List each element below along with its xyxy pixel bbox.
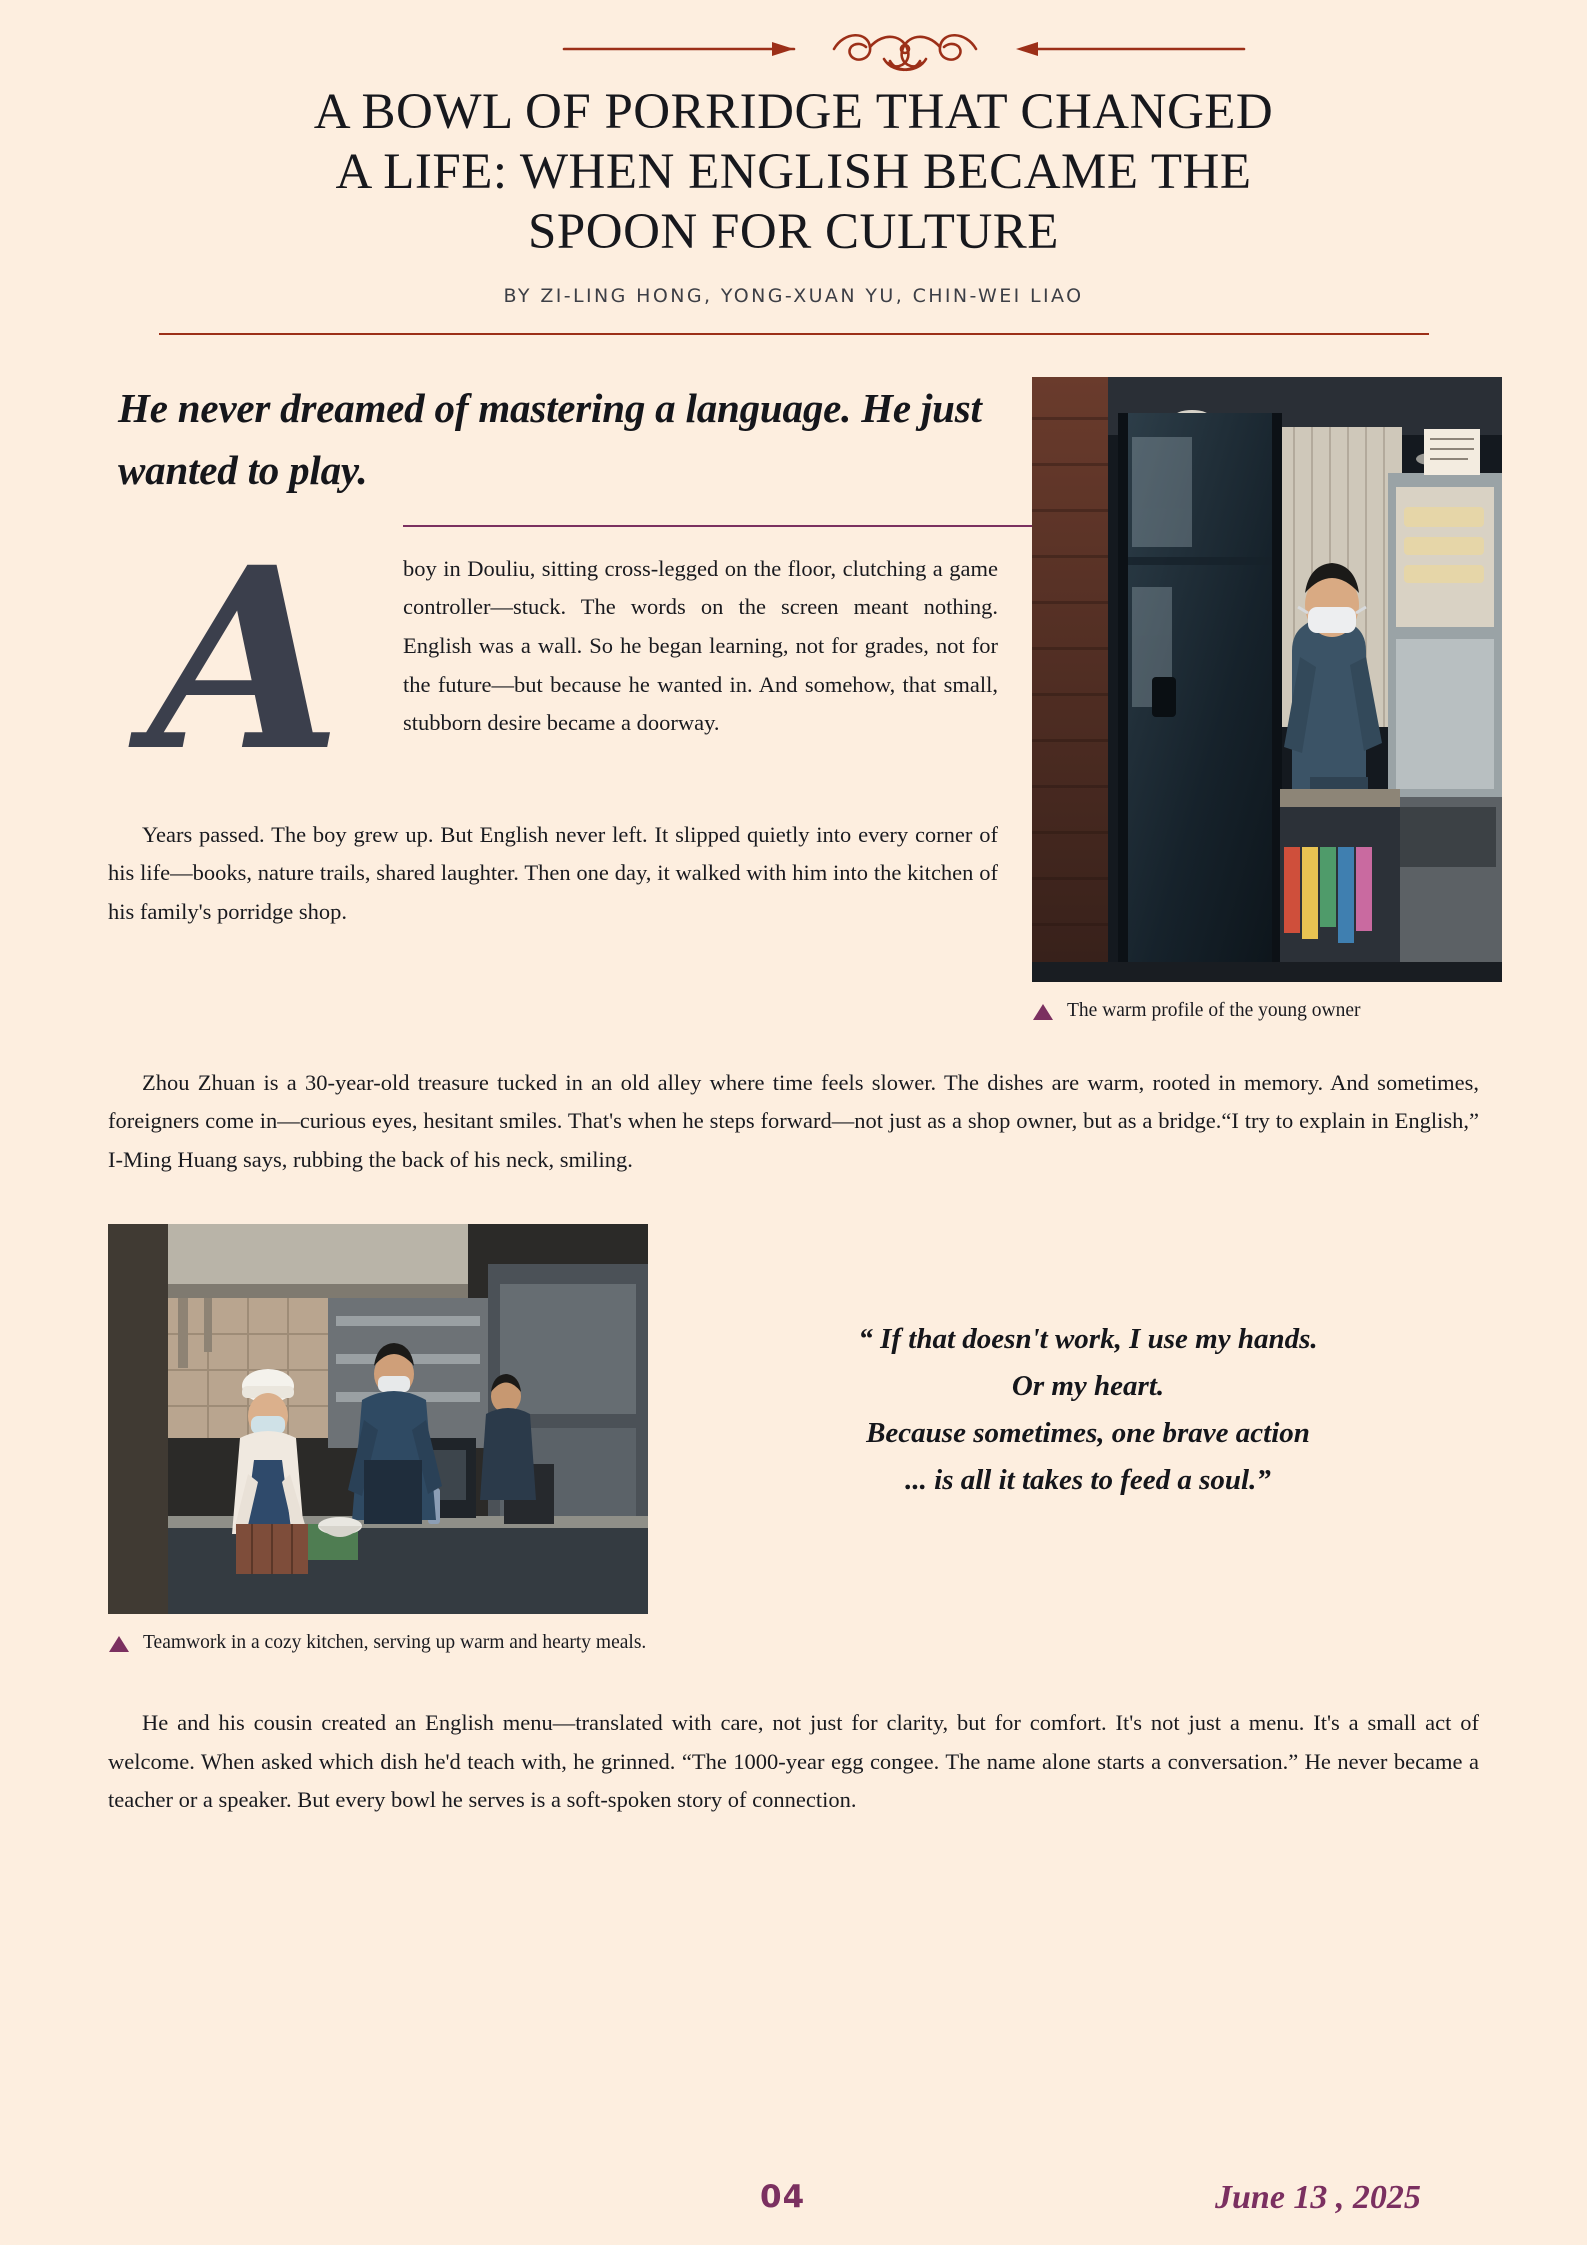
triangle-icon xyxy=(108,1633,130,1662)
body-paragraph-2: Years passed. The boy grew up. But English never left. It slipped quietly into every corner of his life—books, nature trails, shared laughter. Then one day, it walked with him into the kitchen of his family's porridge shop. xyxy=(108,821,998,925)
pullquote-line-1: “ If that doesn't work, I use my hands. xyxy=(858,1322,1318,1355)
pullquote-line-4: ... is all it takes to feed a soul.” xyxy=(905,1463,1271,1496)
figure-kitchen xyxy=(108,1224,648,1662)
pull-quote xyxy=(708,1224,1468,1504)
header-ornament xyxy=(0,24,1587,94)
header-divider xyxy=(159,333,1429,335)
kitchen-photo-caption xyxy=(108,1628,648,1662)
dropcap-block xyxy=(108,511,998,806)
body-paragraph-3: Zhou Zhuan is a 30-year-old treasure tucked in an old alley where time feels slower. The dishes are warm, rooted in memory. And sometimes, foreigners come in—curious eyes, hesitant smiles. That's when he steps forward—not just as a shop owner, but as a bridge.“I try to explain in English,” I-Ming Huang says, rubbing the back of his neck, smiling. xyxy=(108,1069,1479,1173)
title-line-2: A LIFE: WHEN ENGLISH BECAME THE xyxy=(335,144,1252,201)
drop-cap: A xyxy=(148,511,342,806)
pullquote-line-2: Or my heart. xyxy=(1011,1369,1165,1402)
page-title xyxy=(169,82,1419,263)
intro-section xyxy=(108,377,1479,1030)
body-paragraph-1: boy in Douliu, sitting cross-legged on the floor, clutching a game controller—stuck. The words on the screen meant nothing. English was a wall. So he began learning, not for grades, not for the future—but because he wanted in. And somehow, that small, stubborn desire became a doorway. xyxy=(403,555,998,736)
owner-photo-caption xyxy=(1032,996,1502,1030)
title-line-3: SPOON FOR CULTURE xyxy=(528,204,1059,261)
caption-text: The warm profile of the young owner xyxy=(1067,999,1361,1021)
issue-date: June 13 , 2025 xyxy=(1215,2179,1421,2216)
kitchen-photo xyxy=(108,1224,648,1614)
lede-divider xyxy=(403,525,1075,527)
byline: BY ZI-LING HONG, YONG-XUAN YU, CHIN-WEI LIAO xyxy=(503,284,1084,307)
body-paragraph-4: He and his cousin created an English menu—translated with care, not just for clarity, but for comfort. It's not just a menu. It's a small act of welcome. When asked which dish he'd teach with, he grinned. “The 1000-year egg congee. The name alone starts a conversation.” He never became a teacher or a speaker. But every bowl he serves is a soft-spoken story of connection. xyxy=(108,1710,1479,1813)
lede-paragraph: He never dreamed of mastering a language. He just wanted to play. xyxy=(118,384,982,493)
triangle-icon xyxy=(1032,1001,1054,1030)
title-line-1: A BOWL OF PORRIDGE THAT CHANGED xyxy=(313,84,1274,140)
figure-owner xyxy=(1032,377,1502,1030)
lower-section xyxy=(108,1224,1479,1662)
intro-text-column xyxy=(108,377,998,1030)
caption-text: Teamwork in a cozy kitchen, serving up warm and hearty meals. xyxy=(143,1631,647,1653)
owner-photo xyxy=(1032,377,1502,982)
pullquote-line-3: Because sometimes, one brave action xyxy=(866,1416,1310,1449)
page-number: 04 xyxy=(760,2179,806,2215)
